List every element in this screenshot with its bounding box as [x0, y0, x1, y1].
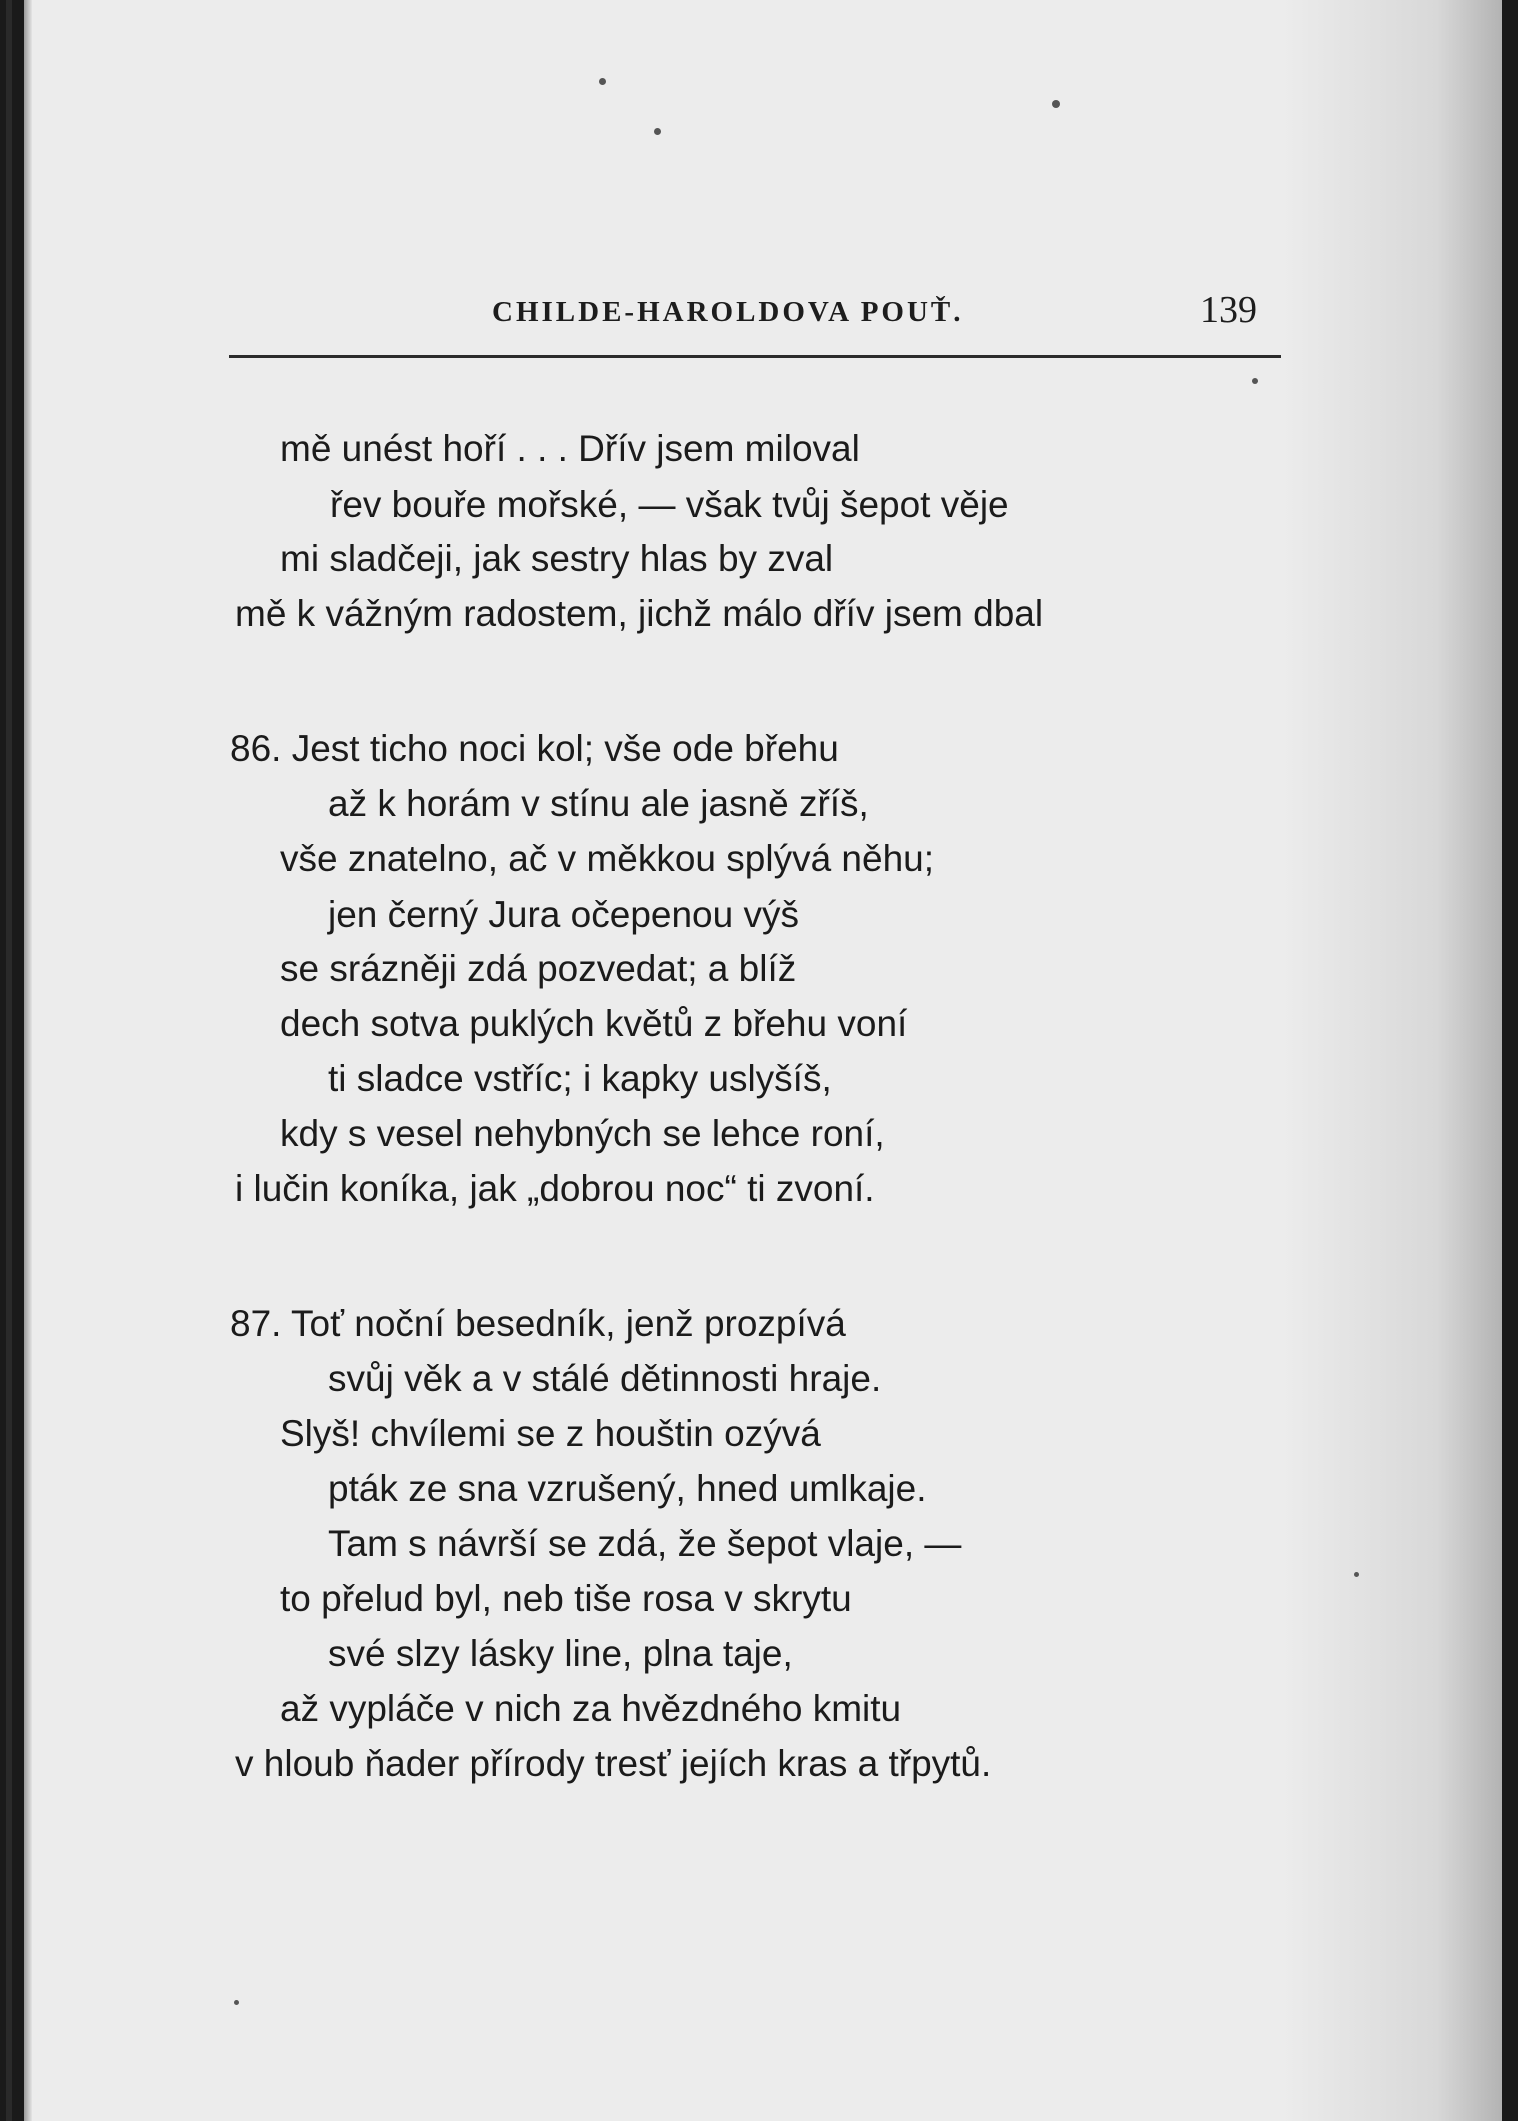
stanza-86-line: kdy s vesel nehybných se lehce roní, [280, 1113, 885, 1154]
page-left-shadow [24, 0, 32, 2121]
ink-speck [234, 2000, 239, 2005]
ink-speck [1052, 100, 1060, 108]
verse-line: mě unést hoří . . . Dřív jsem miloval [280, 428, 860, 469]
running-title: CHILDE-HAROLDOVA POUŤ. [492, 296, 964, 328]
ink-speck [599, 78, 606, 85]
stanza-86-line: i lučin koníka, jak „dobrou noc“ ti zvoní. [235, 1168, 875, 1209]
ink-speck [654, 128, 661, 135]
page-right-shadow [1282, 0, 1502, 2121]
book-page [24, 0, 1502, 2121]
stanza-87-line: Slyš! chvílemi se z houštin ozývá [280, 1413, 821, 1454]
verse-line: řev bouře mořské, — však tvůj šepot věje [330, 484, 1009, 525]
stanza-87-line: Tam s návrší se zdá, že šepot vlaje, — [328, 1523, 962, 1564]
stanza-87-line: pták ze sna vzrušený, hned umlkaje. [328, 1468, 927, 1509]
stanza-87-line: až vypláče v nich za hvězdného kmitu [280, 1688, 902, 1729]
stanza-87-line: svůj věk a v stálé dětinnosti hraje. [328, 1358, 882, 1399]
ink-speck [1252, 378, 1258, 384]
stanza-86-line: se srázněji zdá pozvedat; a blíž [280, 948, 797, 989]
stanza-87-line: své slzy lásky line, plna taje, [328, 1633, 793, 1674]
stanza-86-line: jen černý Jura očepenou výš [328, 894, 799, 935]
stanza-86-line: vše znatelno, ač v měkkou splývá něhu; [280, 838, 935, 879]
stanza-86-line: dech sotva puklých květů z břehu voní [280, 1003, 908, 1044]
verse-line: mě k vážným radostem, jichž málo dřív jsem dbal [235, 593, 1044, 634]
stanza-86-line: ti sladce vstříc; i kapky uslyšíš, [328, 1058, 832, 1099]
stanza-87-line: 87. Toť noční besedník, jenž prozpívá [230, 1303, 846, 1344]
verse-line: mi sladčeji, jak sestry hlas by zval [280, 538, 834, 579]
stanza-86-line: 86. Jest ticho noci kol; vše ode břehu [230, 728, 839, 769]
ink-speck [1354, 1572, 1359, 1577]
page-number: 139 [1200, 289, 1257, 331]
stanza-87-line: v hloub ňader přírody tresť jejích kras a třpytů. [235, 1743, 992, 1784]
stanza-87-line: to přelud byl, neb tiše rosa v skrytu [280, 1578, 852, 1619]
book-binding-edge [6, 0, 12, 2121]
header-rule [229, 355, 1281, 358]
stanza-86-line: až k horám v stínu ale jasně zříš, [328, 783, 869, 824]
